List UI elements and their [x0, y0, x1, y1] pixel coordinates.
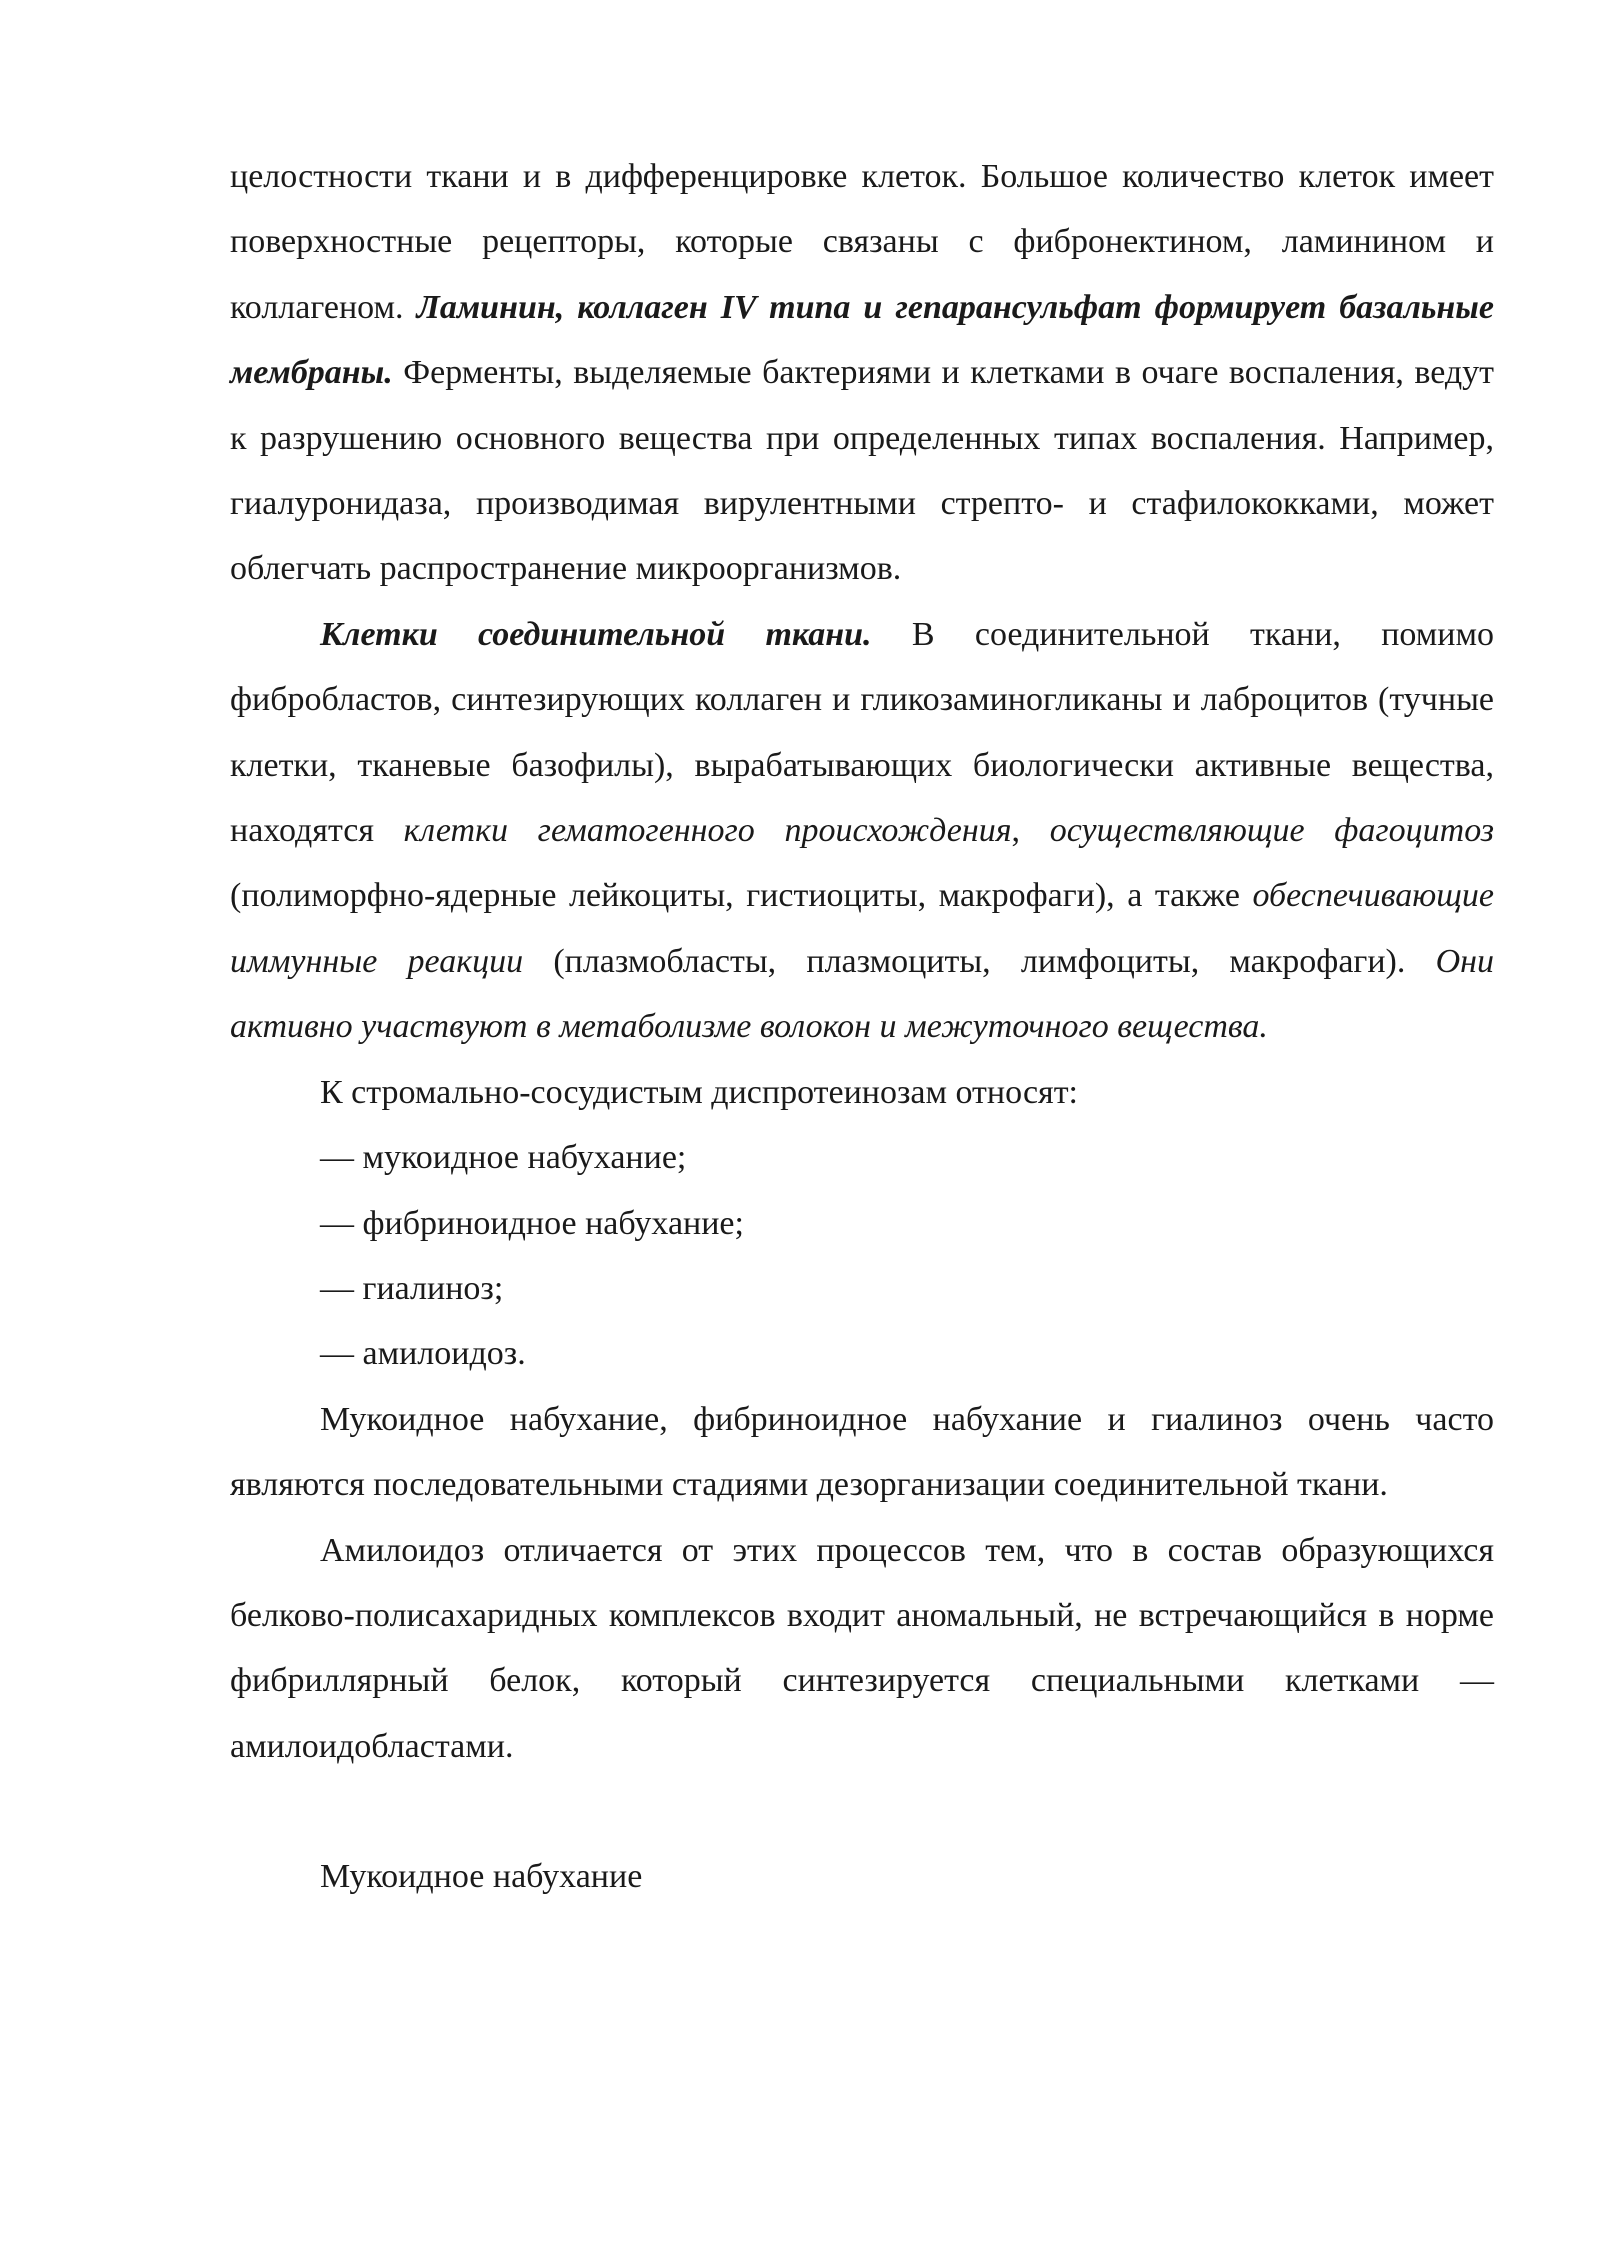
paragraph-text: Ферменты, выделяемые бактериями и клетками в очаге воспаления, ведут к разрушению основного вещества при определенных типах воспаления. Например, гиалуронидаза, производимая вирулентными стрепто- и стафилококками, может облегчать распространение микроорганизмов.	[230, 354, 1494, 588]
list-item: — амилоидоз.	[320, 1335, 526, 1373]
list-item: — гиалиноз;	[320, 1269, 504, 1307]
list-item: — фибриноидное набухание;	[320, 1204, 744, 1242]
paragraph-stages: Мукоидное набухание, фибриноидное набухание и гиалиноз очень часто являются последовательными стадиями дезорганизации соединительной ткани.	[230, 1400, 1494, 1504]
italic-emphasis: Они активно участвуют в метаболизме волокон и межуточного вещества.	[230, 942, 1495, 1046]
paragraph-text: В соединительной ткани, помимо фибробластов, синтезирующих коллаген и гликозаминогликаны и лаброцитов (тучные клетки, тканевые базофилы), вырабатывающих биологически активные вещества, находятся	[230, 615, 1494, 850]
paragraph-basement-membranes	[230, 144, 1494, 602]
section-lead-term: Клетки соединительной ткани.	[320, 615, 872, 653]
paragraph-connective-tissue-cells	[230, 602, 1494, 1060]
bold-italic-emphasis: Ламинин, коллаген IV типа и гепарансульфат формирует базальные мембраны.	[230, 288, 1494, 392]
italic-emphasis: клетки гематогенного происхождения	[403, 812, 1012, 850]
paragraph-amyloidosis: Амилоидоз отличается от этих процессов тем, что в состав образующихся белково-полисахаридных комплексов входит аномальный, не встречающийся в норме фибриллярный белок, который синтезируется специальными клетками — амилоидобластами.	[230, 1531, 1494, 1765]
italic-emphasis: осуществляющие фагоцитоз	[1049, 812, 1495, 850]
paragraph-text: (полиморфно-ядерные лейкоциты, гистиоциты, макрофаги), а также	[230, 877, 1253, 915]
paragraph-text: (плазмобласты, плазмоциты, лимфоциты, макрофаги).	[523, 942, 1436, 980]
italic-emphasis: обеспечивающие иммунные реакции	[230, 877, 1494, 980]
paragraph-text: ,	[1011, 812, 1050, 850]
list-intro: К стромально-сосудистым диспротеинозам относят:	[320, 1073, 1078, 1111]
section-heading: Мукоидное набухание	[320, 1858, 643, 1896]
document-page	[230, 144, 1494, 1910]
paragraph-text: целостности ткани и в дифференцировке клеток. Большое количество клеток имеет поверхностные рецепторы, которые связаны с фибронектином, ламинином и коллагеном.	[230, 158, 1494, 326]
list-item: — мукоидное набухание;	[320, 1139, 687, 1177]
